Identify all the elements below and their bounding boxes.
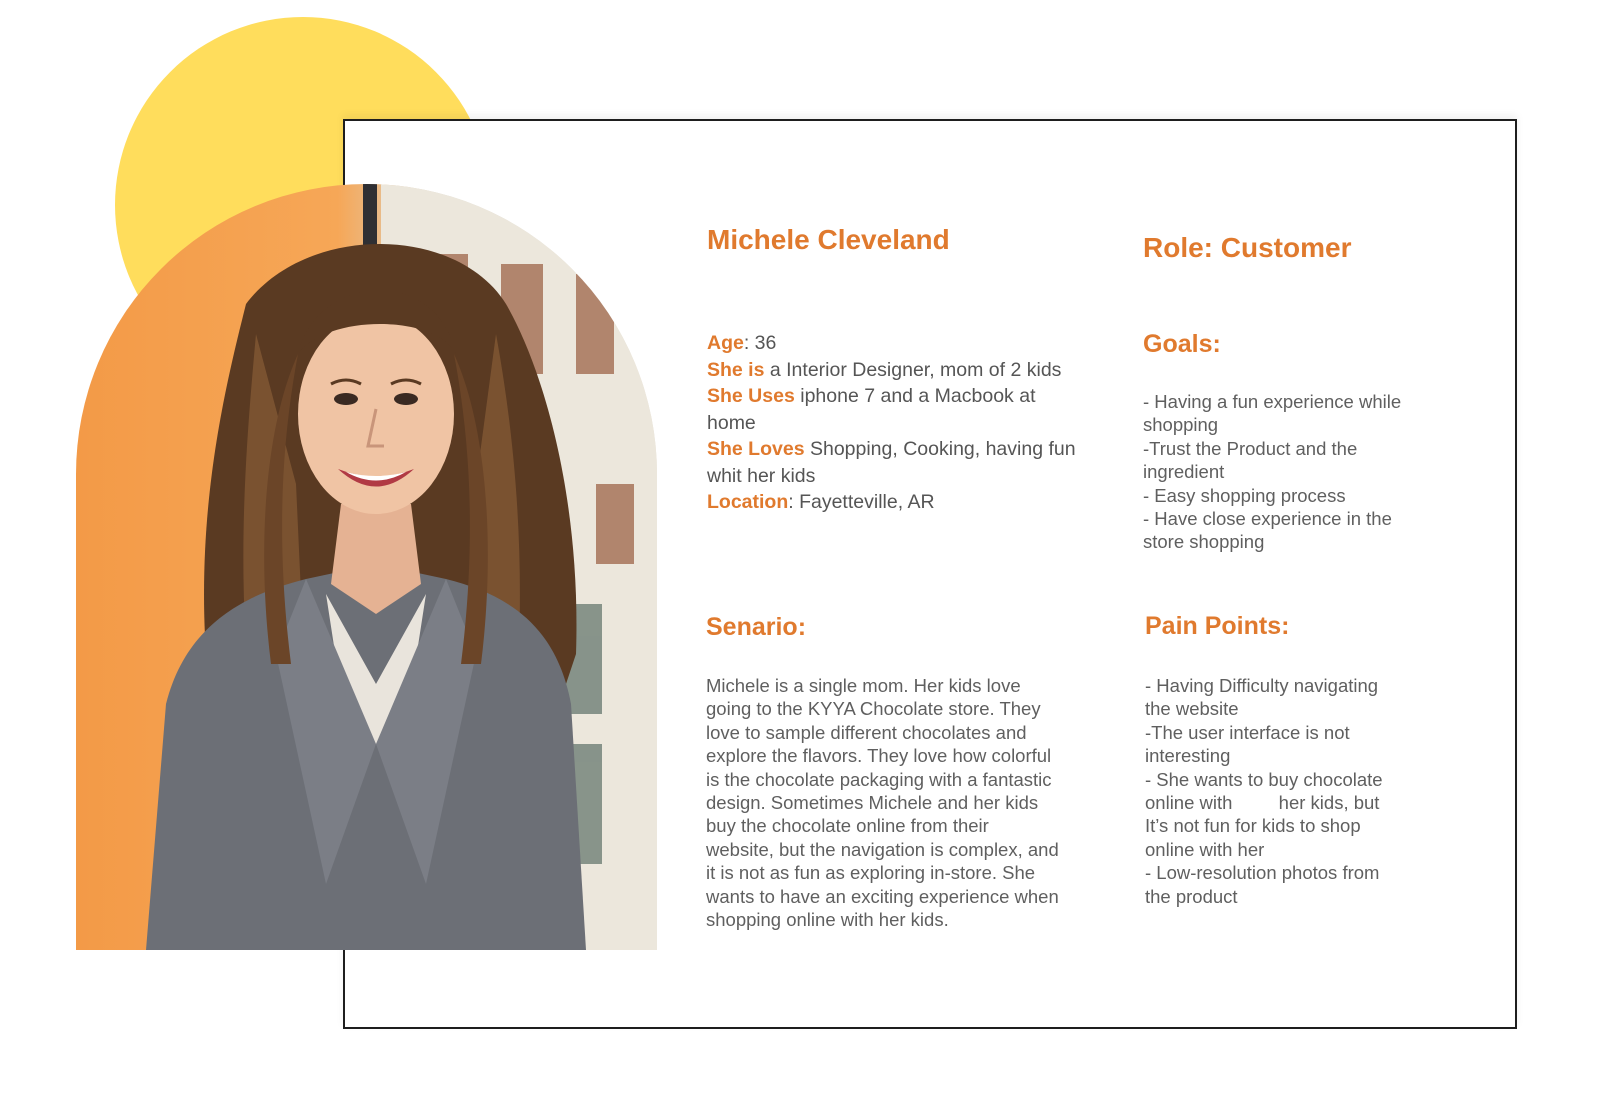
goals-line: - Having a fun experience while xyxy=(1143,391,1402,412)
age-row xyxy=(707,330,1087,357)
location-label: Location xyxy=(707,491,789,513)
scenario-line: design. Sometimes Michele and her kids xyxy=(706,792,1039,814)
she-is-label: She is xyxy=(707,358,765,381)
goals-list xyxy=(1143,390,1401,554)
scenario-line: shopping online with her kids. xyxy=(706,909,949,931)
pain-point-line: online with her kids, but xyxy=(1145,792,1380,814)
goals-line: shopping xyxy=(1143,414,1219,436)
scenario-line: Michele is a single mom. Her kids love xyxy=(706,675,1021,696)
she-loves-label: She Loves xyxy=(707,438,805,460)
scenario-line: going to the KYYA Chocolate store. They xyxy=(706,698,1041,720)
scenario-line: it is not as fun as exploring in-store. She xyxy=(706,862,1036,884)
persona-name: Michele Cleveland xyxy=(707,224,950,255)
pain-points-list xyxy=(1145,674,1383,908)
scenario-line: is the chocolate packaging with a fantastic xyxy=(706,768,1052,790)
location-value: : Fayetteville, AR xyxy=(788,491,935,513)
goals-line: store shopping xyxy=(1143,531,1265,553)
she-loves-row xyxy=(707,436,1087,489)
scenario-text xyxy=(706,674,1059,931)
persona-role: Role: Customer xyxy=(1143,232,1352,263)
goals-line: - Easy shopping process xyxy=(1143,484,1346,506)
scenario-line: buy the chocolate online from their xyxy=(706,815,989,837)
pain-point-line: - She wants to buy chocolate xyxy=(1145,768,1383,790)
she-uses-label: She Uses xyxy=(707,385,795,407)
pain-point-line: - Low-resolution photos from xyxy=(1145,862,1380,884)
pain-point-line: the website xyxy=(1145,698,1239,720)
scenario-heading: Senario: xyxy=(706,613,807,641)
location-row xyxy=(707,489,1087,516)
persona-info xyxy=(707,330,1087,516)
pain-point-line: -The user interface is not xyxy=(1145,721,1350,743)
pain-point-line: - Having Difficulty navigating xyxy=(1145,675,1379,696)
persona-photo xyxy=(76,184,657,950)
persona-photo-illustration xyxy=(76,184,657,950)
goals-line: - Have close experience in the xyxy=(1143,508,1392,530)
she-uses-value: iphone 7 and a Macbook at home xyxy=(707,385,1036,434)
she-loves-value: Shopping, Cooking, having fun whit her kids xyxy=(707,438,1076,487)
age-label: Age xyxy=(707,332,744,354)
scenario-line: website, but the navigation is complex, and xyxy=(706,838,1059,860)
goals-line: -Trust the Product and the xyxy=(1143,437,1358,459)
pain-point-line: It’s not fun for kids to shop xyxy=(1145,815,1361,837)
she-is-row xyxy=(707,357,1087,384)
scenario-line: love to sample different chocolates and xyxy=(706,721,1027,743)
pain-point-line: the product xyxy=(1145,885,1238,907)
scenario-line: explore the flavors. They love how colorful xyxy=(706,745,1052,767)
pain-points-heading: Pain Points: xyxy=(1145,612,1290,640)
goals-line: ingredient xyxy=(1143,461,1225,483)
scenario-line: wants to have an exciting experience when xyxy=(706,885,1059,907)
goals-heading: Goals: xyxy=(1143,330,1221,358)
age-value: : 36 xyxy=(743,332,777,354)
pain-point-line: interesting xyxy=(1145,745,1231,767)
pain-point-line: online with her xyxy=(1145,838,1265,860)
she-is-value: a Interior Designer, mom of 2 kids xyxy=(764,358,1062,381)
she-uses-row xyxy=(707,383,1087,436)
